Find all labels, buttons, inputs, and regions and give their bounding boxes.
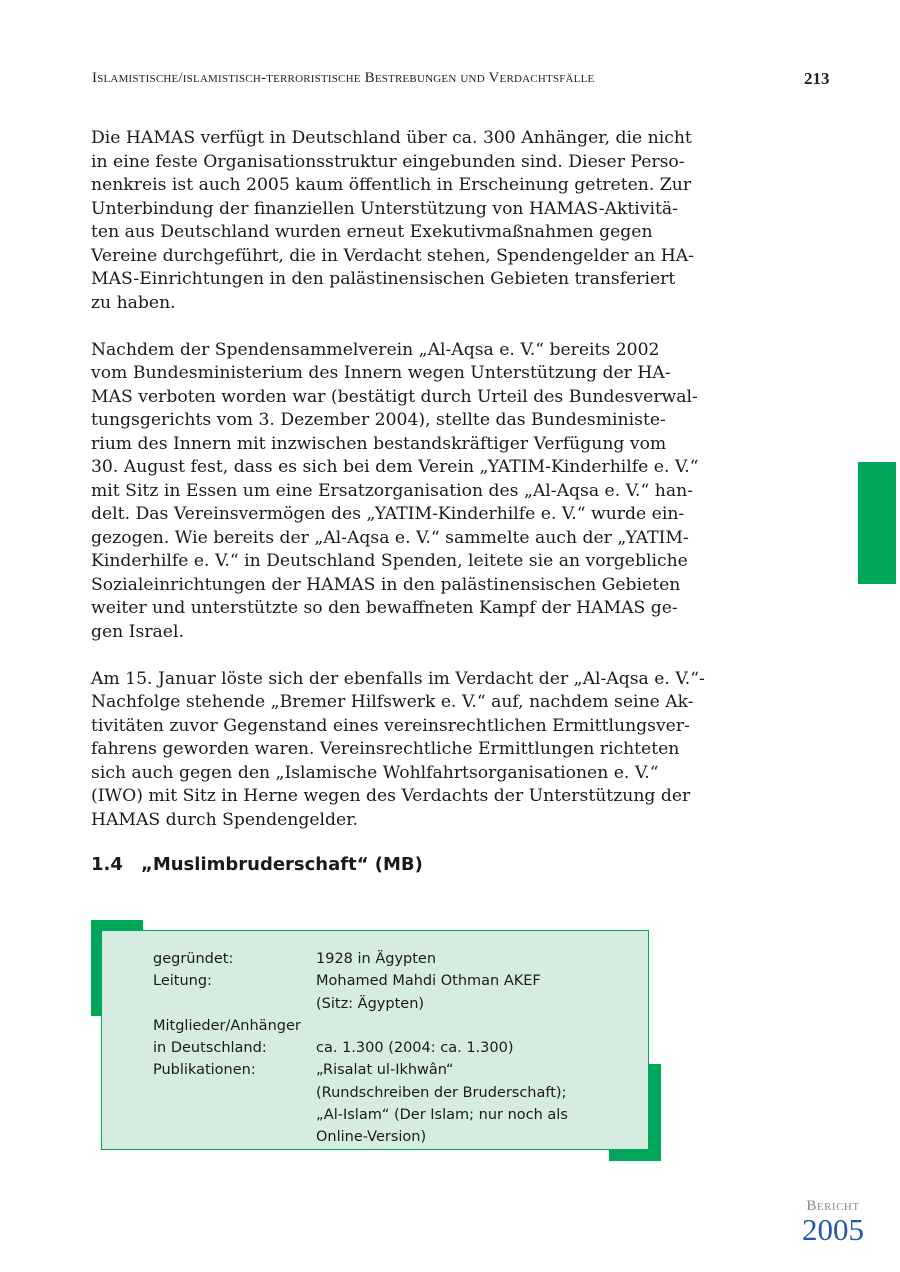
info-box-panel xyxy=(101,930,649,1150)
text-line: sich auch gegen den „Islamische Wohlfahrtsorganisationen e. V.“ xyxy=(91,762,659,783)
text-line: ten aus Deutschland wurden erneut Exekutivmaßnahmen gegen xyxy=(91,222,653,242)
text-line: MAS verboten worden war (bestätigt durch Urteil des Bundesverwal- xyxy=(91,386,698,407)
text-line: Nachfolge stehende „Bremer Hilfswerk e. V.“ auf, nachdem seine Ak- xyxy=(91,692,694,712)
text-line: (IWO) mit Sitz in Herne wegen des Verdachts der Unterstützung der xyxy=(91,786,691,806)
info-key xyxy=(153,1104,316,1126)
paragraph-al-aqsa-ban xyxy=(91,339,699,645)
info-key: in Deutschland: xyxy=(153,1040,267,1057)
info-key xyxy=(153,1082,316,1104)
body-text xyxy=(91,127,705,856)
info-key: Mitglieder/Anhänger xyxy=(153,1017,301,1034)
text-line: Vereine durchgeführt, die in Verdacht stehen, Spendengelder an HA- xyxy=(91,245,694,266)
report-logo xyxy=(797,1198,869,1245)
info-key: Leitung: xyxy=(153,973,212,990)
info-value: 1928 in Ägypten xyxy=(316,951,437,967)
logo-year: 2005 xyxy=(802,1212,864,1247)
text-line: delt. Das Vereinsvermögen des „YATIM-Kinderhilfe e. V.“ wurde ein- xyxy=(91,504,685,524)
text-line: nenkreis ist auch 2005 kaum öffentlich in Erscheinung getreten. Zur xyxy=(91,175,692,195)
text-line: HAMAS durch Spendengelder. xyxy=(91,809,358,830)
info-value: ca. 1.300 (2004: ca. 1.300) xyxy=(316,1040,514,1057)
info-value: Mohamed Mahdi Othman AKEF xyxy=(316,973,541,990)
text-line: gezogen. Wie bereits der „Al-Aqsa e. V.“ sammelte auch der „YATIM- xyxy=(91,527,689,548)
text-line: rium des Innern mit inzwischen bestandskräftiger Verfügung vom xyxy=(91,433,667,454)
info-key xyxy=(153,993,316,1015)
text-line: Die HAMAS verfügt in Deutschland über ca. 300 Anhänger, die nicht xyxy=(91,128,692,148)
text-line: Unterbindung der finanziellen Unterstützung von HAMAS-Aktivitä- xyxy=(91,198,678,219)
text-line: Sozialeinrichtungen der HAMAS in den palästinensischen Gebieten xyxy=(91,574,681,595)
logo-word: Bericht xyxy=(806,1198,860,1214)
info-value xyxy=(316,1015,568,1037)
info-value: „Al-Islam“ (Der Islam; nur noch als xyxy=(316,1107,568,1124)
paragraph-hamas-supporters xyxy=(91,127,694,315)
text-line: tivitäten zuvor Gegenstand eines vereinsrechtlichen Ermittlungsver- xyxy=(91,715,690,736)
text-line: MAS-Einrichtungen in den palästinensischen Gebieten transferiert xyxy=(91,269,676,289)
text-line: in eine feste Organisationsstruktur eingebunden sind. Dieser Perso- xyxy=(91,151,685,172)
info-key: gegründet: xyxy=(153,951,234,967)
info-row xyxy=(153,993,568,1015)
text-line: fahrens geworden waren. Vereinsrechtliche Ermittlungen richteten xyxy=(91,739,680,759)
info-key xyxy=(153,1126,316,1148)
info-row xyxy=(153,970,568,992)
text-line: zu haben. xyxy=(91,292,176,313)
text-line: weiter und unterstützte so den bewaffneten Kampf der HAMAS ge- xyxy=(91,598,678,618)
info-row xyxy=(153,1082,568,1104)
info-row xyxy=(153,1015,568,1037)
section-title: „Muslimbruderschaft“ (MB) xyxy=(141,854,423,875)
text-line: mit Sitz in Essen um eine Ersatzorganisation des „Al-Aqsa e. V.“ han- xyxy=(91,480,693,501)
text-line: Kinderhilfe e. V.“ in Deutschland Spenden, leitete sie an vorgebliche xyxy=(91,551,688,571)
info-row xyxy=(153,1037,568,1059)
text-line: Nachdem der Spendensammelverein „Al-Aqsa e. V.“ bereits 2002 xyxy=(91,339,660,360)
info-value: „Risalat ul-Ikhwân“ xyxy=(316,1062,454,1079)
text-line: vom Bundesministerium des Innern wegen Unterstützung der HA- xyxy=(91,363,671,383)
info-row xyxy=(153,1126,568,1148)
text-line: gen Israel. xyxy=(91,621,184,642)
text-line: Am 15. Januar löste sich der ebenfalls im Verdacht der „Al-Aqsa e. V.“- xyxy=(91,668,705,689)
info-row xyxy=(153,1059,568,1081)
text-line: 30. August fest, dass es sich bei dem Verein „YATIM-Kinderhilfe e. V.“ xyxy=(91,457,699,477)
info-value: (Sitz: Ägypten) xyxy=(316,995,425,1012)
chapter-marker-tab xyxy=(858,462,896,584)
info-box xyxy=(91,920,661,1161)
info-value: Online-Version) xyxy=(316,1129,427,1146)
info-value: (Rundschreiben der Bruderschaft); xyxy=(316,1084,567,1101)
info-row xyxy=(153,1104,568,1126)
section-number: 1.4 xyxy=(91,854,123,875)
running-header: Islamistische/islamistisch-terroristische Bestrebungen und Verdachtsfälle xyxy=(92,70,595,86)
paragraph-bremer-hilfswerk xyxy=(91,668,705,833)
text-line: tungsgerichts vom 3. Dezember 2004), stellte das Bundesministe- xyxy=(91,410,666,430)
info-row xyxy=(153,948,568,970)
section-heading xyxy=(91,854,423,875)
page-number: 213 xyxy=(804,69,830,88)
info-table xyxy=(153,948,568,1149)
info-key: Publikationen: xyxy=(153,1062,256,1079)
